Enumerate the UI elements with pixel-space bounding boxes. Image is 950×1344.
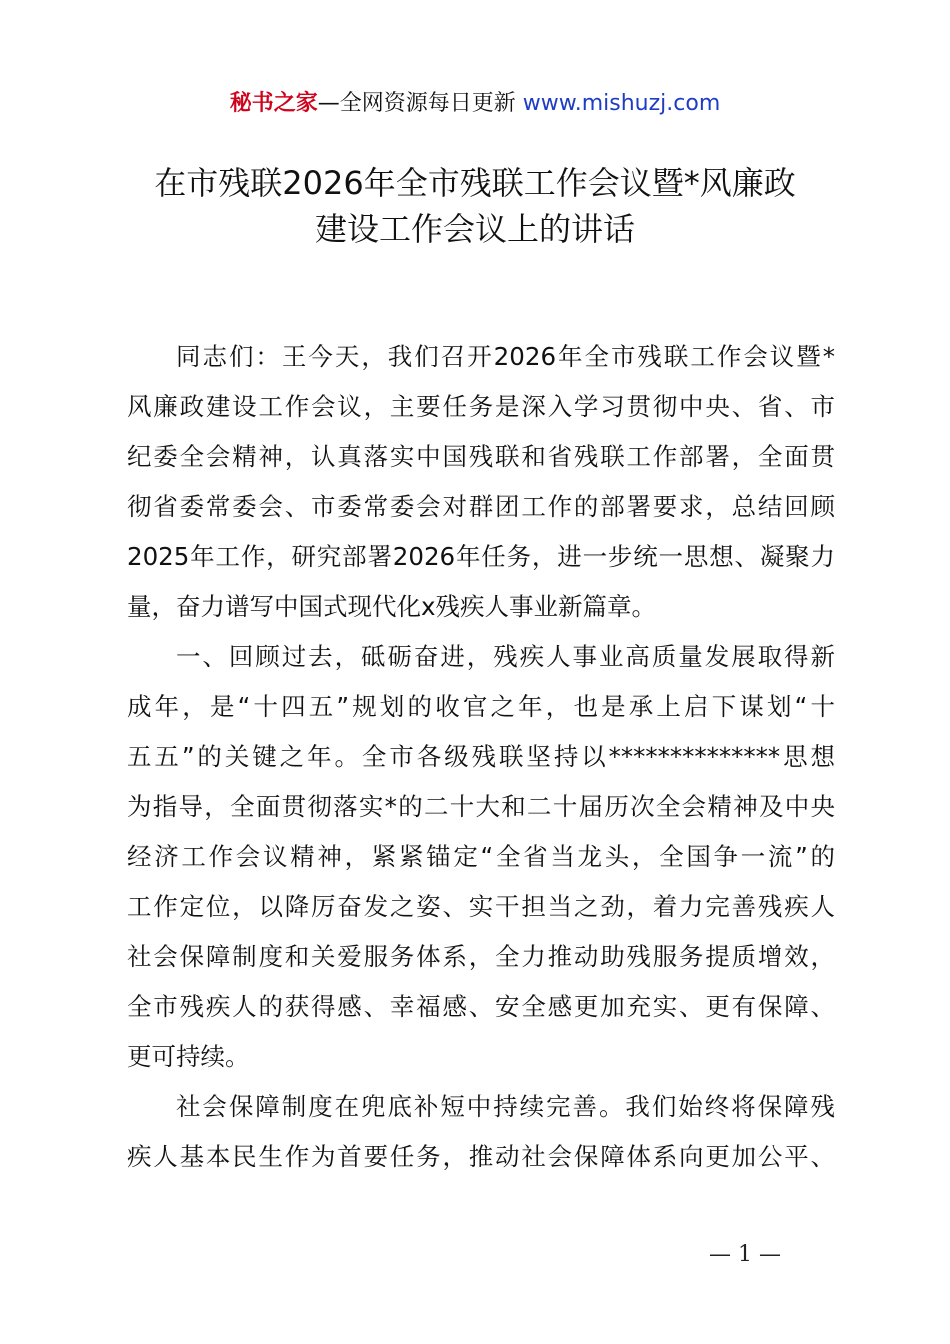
text-line: 全市残疾人的获得感、幸福感、安全感更加充实、更有保障、 <box>127 992 835 1021</box>
text-line: 为指导，全面贯彻落实*的二十大和二十届历次全会精神及中央 <box>127 792 835 821</box>
title-line-1: 在市残联2026年全市残联工作会议暨*风廉政 <box>154 164 796 202</box>
paragraph-review <box>127 632 835 1082</box>
text-line: 工作定位，以降厉奋发之姿、实干担当之劲，着力完善残疾人 <box>127 892 835 921</box>
text-line: 2025年工作，研究部署2026年任务，进一步统一思想、凝聚力 <box>127 542 835 571</box>
paragraph-social-security <box>127 1082 835 1182</box>
site-header-banner <box>0 88 950 120</box>
document-title <box>110 160 840 252</box>
brand-name: 秘书之家 <box>229 91 318 116</box>
header-tagline: —全网资源每日更新 <box>317 91 516 116</box>
text-line: 社会保障制度和关爱服务体系，全力推动助残服务提质增效， <box>127 942 835 971</box>
text-line: 成年，是“十四五”规划的收官之年，也是承上启下谋划“十 <box>127 692 835 721</box>
text-line: 社会保障制度在兜底补短中持续完善。我们始终将保障残 <box>176 1092 835 1121</box>
document-body <box>127 332 835 1182</box>
text-line: 经济工作会议精神，紧紧锚定“全省当龙头，全国争一流”的 <box>127 842 835 871</box>
text-line: 五五”的关键之年。全市各级残联坚持以**************思想 <box>127 742 835 771</box>
text-line: 纪委全会精神，认真落实中国残联和省残联工作部署，全面贯 <box>127 442 835 471</box>
text-line: 一、回顾过去，砥砺奋进，残疾人事业高质量发展取得新 <box>176 642 835 671</box>
text-line: 同志们：王今天，我们召开2026年全市残联工作会议暨* <box>176 342 835 371</box>
text-line: 量，奋力谱写中国式现代化x残疾人事业新篇章。 <box>127 592 656 621</box>
text-line: 更可持续。 <box>127 1042 250 1071</box>
paragraph-opening <box>127 332 835 632</box>
title-line-2: 建设工作会议上的讲话 <box>314 210 635 248</box>
site-url-link[interactable]: www.mishuzj.com <box>522 91 721 116</box>
text-line: 彻省委常委会、市委常委会对群团工作的部署要求，总结回顾 <box>127 492 835 521</box>
page-number: — 1 — <box>709 1242 781 1267</box>
text-line: 风廉政建设工作会议，主要任务是深入学习贯彻中央、省、市 <box>127 392 835 421</box>
text-line: 疾人基本民生作为首要任务，推动社会保障体系向更加公平、 <box>127 1142 835 1171</box>
